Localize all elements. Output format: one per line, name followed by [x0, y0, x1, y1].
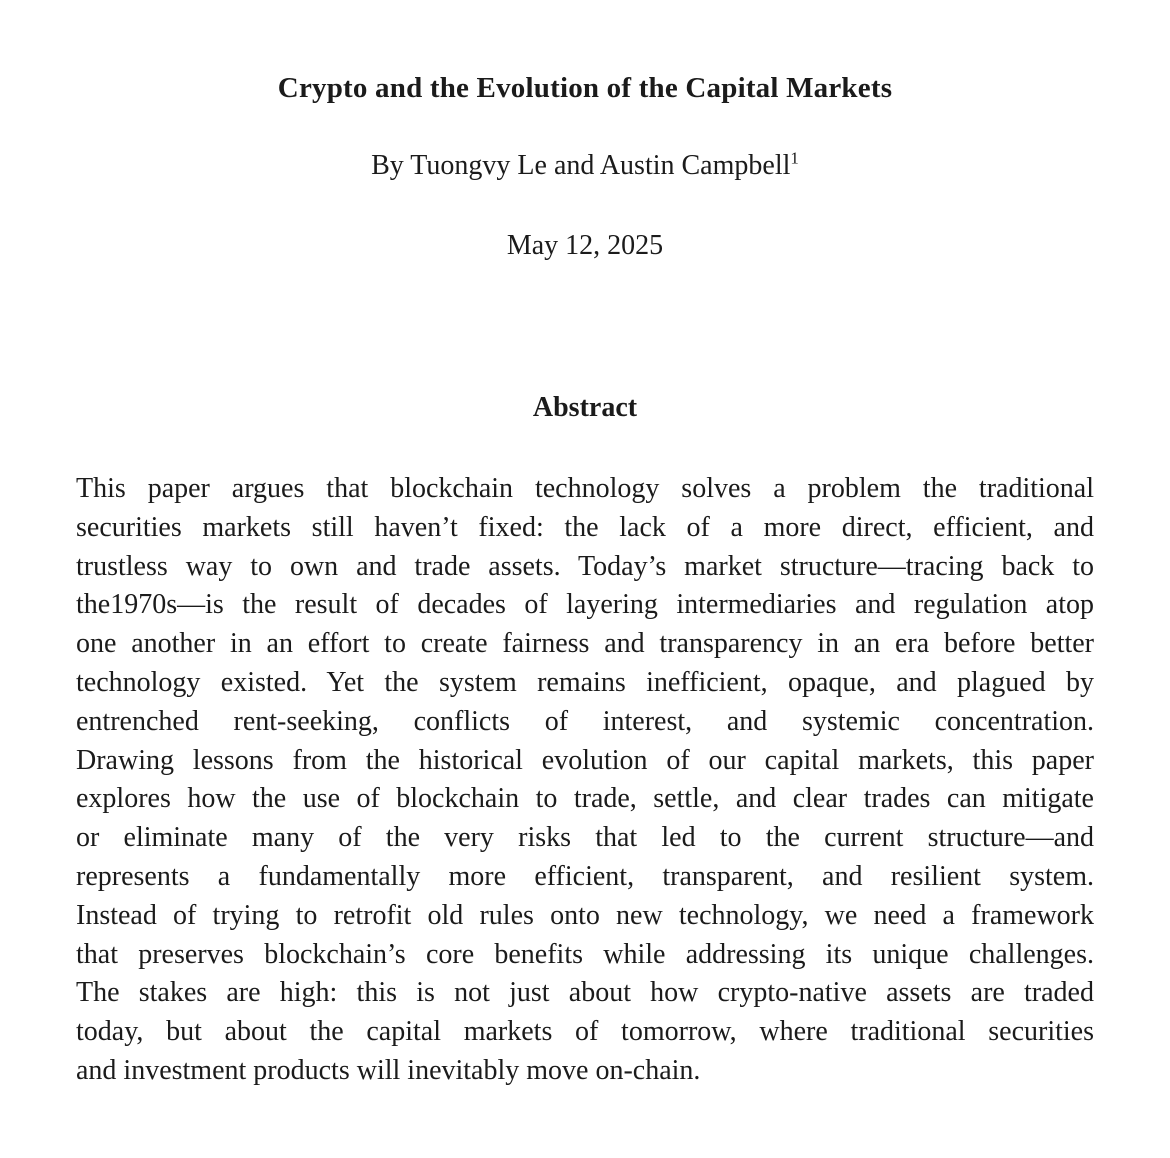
- byline-text: By Tuongvy Le and Austin Campbell: [371, 150, 791, 181]
- abstract-line: explores how the use of blockchain to trade, settle, and clear trades can mitigate: [76, 783, 1094, 815]
- abstract-line: and investment products will inevitably move on-chain.: [76, 1054, 701, 1086]
- abstract-line: Instead of trying to retrofit old rules onto new technology, we need a framework: [76, 899, 1094, 931]
- abstract-heading: Abstract: [532, 392, 638, 423]
- abstract-line: Drawing lessons from the historical evolution of our capital markets, this paper: [76, 744, 1094, 776]
- abstract-line: represents a fundamentally more efficient, transparent, and resilient system.: [76, 860, 1094, 892]
- abstract-line: today, but about the capital markets of tomorrow, where traditional securities: [76, 1016, 1094, 1048]
- paper-title: Crypto and the Evolution of the Capital Markets: [277, 72, 893, 104]
- abstract-body: [76, 470, 1094, 1091]
- abstract-line: This paper argues that blockchain technology solves a problem the traditional: [76, 473, 1094, 504]
- abstract-line: securities markets still haven’t fixed: the lack of a more direct, efficient, and: [76, 511, 1094, 543]
- footnote-marker: 1: [790, 148, 799, 168]
- abstract-line: that preserves blockchain’s core benefits while addressing its unique challenges.: [76, 938, 1094, 970]
- abstract-line: The stakes are high: this is not just about how crypto-native assets are traded: [76, 977, 1094, 1009]
- abstract-line: entrenched rent-seeking, conflicts of interest, and systemic concentration.: [76, 705, 1094, 737]
- abstract-line: or eliminate many of the very risks that led to the current structure—and: [76, 822, 1094, 854]
- abstract-line: trustless way to own and trade assets. Today’s market structure—tracing back to: [76, 550, 1094, 582]
- abstract-line: technology existed. Yet the system remains inefficient, opaque, and plagued by: [76, 666, 1094, 698]
- publication-date: May 12, 2025: [506, 230, 664, 261]
- byline: [0, 148, 1170, 184]
- abstract-line: the1970s—is the result of decades of layering intermediaries and regulation atop: [76, 589, 1094, 621]
- abstract-line: one another in an effort to create fairness and transparency in an era before better: [76, 628, 1094, 660]
